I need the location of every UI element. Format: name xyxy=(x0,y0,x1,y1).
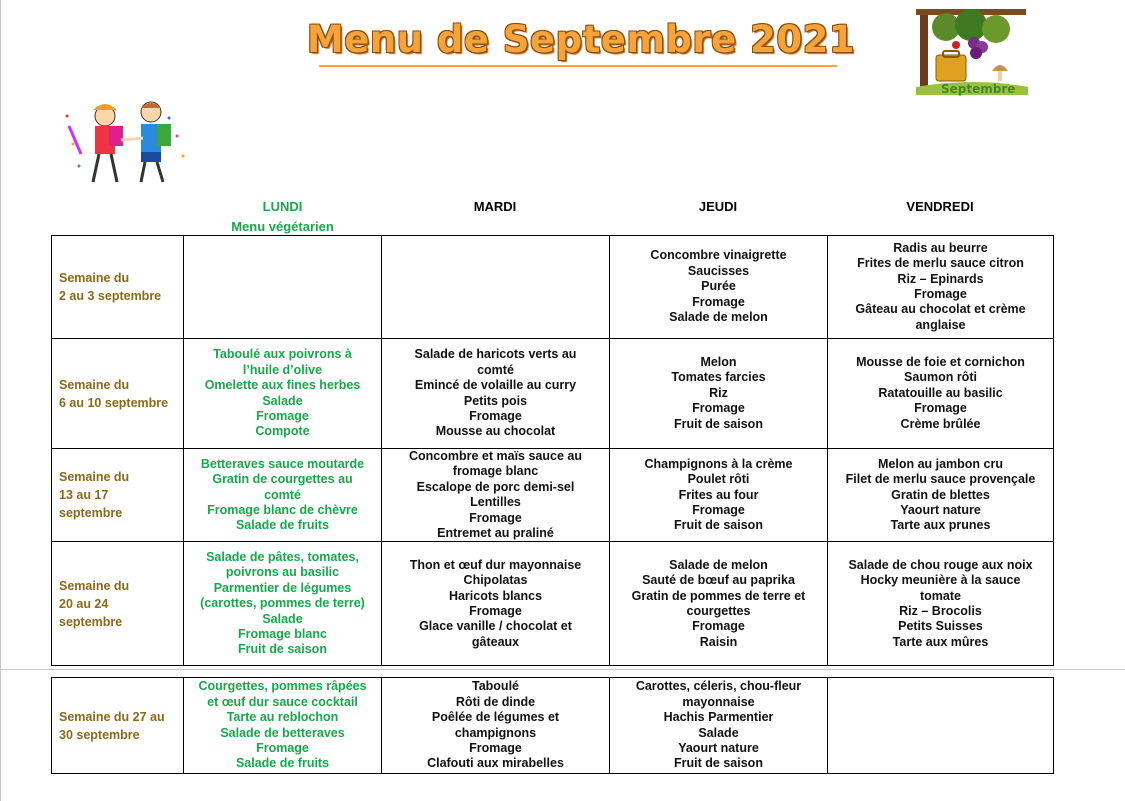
menu-item: Salade xyxy=(698,725,739,740)
menu-item: Salade de haricots verts au xyxy=(414,347,577,362)
jeudi-cell xyxy=(610,542,828,666)
menu-item: Chipolatas xyxy=(463,573,528,588)
month-logo-label: Septembre xyxy=(941,82,1016,96)
menu-item: Hachis Parmentier xyxy=(663,710,774,725)
menu-item: Courgettes, pommes râpées xyxy=(198,679,367,694)
mardi-cell xyxy=(382,339,610,449)
menu-item: Tarte aux mûres xyxy=(892,634,989,649)
menu-item: 6 au 10 septembre xyxy=(59,395,169,410)
menu-item: Fromage xyxy=(914,287,967,301)
menu-item: Salade de melon xyxy=(669,310,768,325)
mardi-cell xyxy=(382,236,610,339)
menu-item: Hocky meunière à la sauce xyxy=(860,573,1021,588)
vendredi-cell xyxy=(828,236,1054,339)
menu-item: Compote xyxy=(255,424,310,439)
menu-item: Fromage xyxy=(692,619,745,634)
jeudi-cell xyxy=(610,339,828,449)
menu-item: Semaine du xyxy=(59,377,130,392)
mardi-cell xyxy=(382,449,610,542)
menu-item: Salade de melon xyxy=(669,557,768,572)
menu-item: Fromage xyxy=(469,408,522,423)
menu-item: Mousse de foie et cornichon xyxy=(856,354,1025,369)
menu-item: Haricots blancs xyxy=(448,588,543,603)
menu-item: anglaise xyxy=(915,317,966,332)
menu-item: Rôti de dinde xyxy=(455,694,536,709)
menu-item: Saumon rôti xyxy=(904,370,977,385)
menu-item: 30 septembre xyxy=(59,727,140,742)
menu-item: Fruit de saison xyxy=(674,518,763,533)
vendredi-cell xyxy=(828,542,1054,666)
menu-item: Salade de betteraves xyxy=(220,725,345,740)
menu-item: gâteaux xyxy=(471,634,520,649)
menu-item: Concombre vinaigrette xyxy=(650,248,787,263)
menu-item: Concombre et maïs sauce au xyxy=(409,449,582,463)
menu-item: (carottes, pommes de terre) xyxy=(200,596,365,611)
menu-item: Radis au beurre xyxy=(893,240,988,255)
menu-item: Frites de merlu sauce citron xyxy=(857,256,1024,271)
menu-item: Gratin de pommes de terre et xyxy=(631,588,806,603)
menu-item: Fruit de saison xyxy=(674,756,763,771)
mardi-cell xyxy=(382,542,610,666)
menu-item: Semaine du xyxy=(59,470,130,485)
menu-item: Parmentier de légumes xyxy=(213,580,352,595)
lundi-cell xyxy=(184,236,382,339)
menu-item: Fromage xyxy=(469,740,522,755)
week-row xyxy=(52,236,1054,339)
menu-item: Tomates farcies xyxy=(671,370,766,385)
menu-item: comté xyxy=(264,487,301,502)
menu-item: Fruit de saison xyxy=(674,416,763,431)
menu-item: Petits Suisses xyxy=(898,619,983,634)
jeudi-cell xyxy=(610,449,828,542)
menu-item: Melon au jambon cru xyxy=(877,456,1003,471)
menu-item: Purée xyxy=(701,279,736,294)
menu-item: Tarte aux prunes xyxy=(890,518,991,533)
mardi-cell xyxy=(382,678,610,774)
menu-item: 2 au 3 septembre xyxy=(59,289,162,303)
menu-item: comté xyxy=(477,362,514,377)
week-label-cell xyxy=(52,449,184,542)
lundi-cell xyxy=(184,449,382,542)
vendredi-cell xyxy=(828,449,1054,542)
page-divider xyxy=(1,669,1125,670)
week-label-cell xyxy=(52,236,184,339)
menu-item: mayonnaise xyxy=(682,694,755,709)
menu-item: tomate xyxy=(920,588,961,603)
menu-item: Fromage xyxy=(256,408,309,423)
menu-item: Raisin xyxy=(699,634,738,649)
menu-item: Fromage xyxy=(469,603,522,618)
vendredi-cell xyxy=(828,339,1054,449)
menu-item: Fromage blanc de chèvre xyxy=(207,502,358,517)
week-row xyxy=(52,339,1054,449)
menu-item: Gratin de blettes xyxy=(891,487,990,502)
week-label-cell xyxy=(52,678,184,774)
menu-item: Salade xyxy=(262,393,303,408)
menu-item: Escalope de porc demi-sel xyxy=(416,479,575,494)
menu-item: Semaine du xyxy=(59,578,130,593)
menu-item: 20 au 24 xyxy=(59,596,109,611)
menu-item: poivrons au basilic xyxy=(225,565,340,580)
title-underline xyxy=(319,65,837,67)
menu-item: Poulet rôti xyxy=(687,472,750,487)
menu-item: Entremet au praliné xyxy=(437,526,554,541)
menu-item: l’huile d’olive xyxy=(242,362,323,377)
menu-item: Fromage xyxy=(692,502,745,517)
menu-item: Petits pois xyxy=(463,393,528,408)
lundi-cell xyxy=(184,339,382,449)
menu-item: Salade de fruits xyxy=(235,756,330,771)
menu-item: Saucisses xyxy=(687,263,750,278)
menu-table-last-week xyxy=(51,677,1054,774)
menu-item: Emincé de volaille au curry xyxy=(414,378,577,393)
day-header-vendredi: VENDREDI xyxy=(906,199,974,214)
day-header-lundi: LUNDI xyxy=(262,199,303,214)
menu-item: Glace vanille / chocolat et xyxy=(419,619,572,634)
menu-item: Mousse au chocolat xyxy=(435,424,556,439)
menu-item: Filet de merlu sauce provençale xyxy=(845,472,1036,487)
school-children-illustration xyxy=(59,96,191,188)
menu-item: Fromage blanc xyxy=(238,627,327,642)
menu-item: Clafouti aux mirabelles xyxy=(427,756,564,771)
menu-item: Riz – Epinards xyxy=(897,271,984,286)
vendredi-cell xyxy=(828,678,1054,774)
menu-item: Fromage xyxy=(914,401,967,416)
lundi-cell xyxy=(184,542,382,666)
menu-item: Frites au four xyxy=(678,487,759,502)
menu-item: Carottes, céleris, chou-fleur xyxy=(635,679,802,694)
menu-item: septembre xyxy=(59,506,123,521)
menu-item: Salade de fruits xyxy=(235,518,330,533)
menu-item: Semaine du xyxy=(59,271,130,285)
week-label-cell xyxy=(52,339,184,449)
menu-item: Omelette aux fines herbes xyxy=(204,378,361,393)
menu-item: Betteraves sauce moutarde xyxy=(200,456,365,471)
menu-item: 13 au 17 xyxy=(59,488,109,503)
menu-item: Ratatouille au basilic xyxy=(878,385,1003,400)
jeudi-cell xyxy=(610,236,828,339)
menu-item: Champignons à la crème xyxy=(644,456,793,471)
menu-item: et œuf dur sauce cocktail xyxy=(207,694,358,709)
menu-item: Lentilles xyxy=(470,495,521,510)
menu-item: Crème brûlée xyxy=(900,416,981,431)
jeudi-cell xyxy=(610,678,828,774)
day-header-mardi: MARDI xyxy=(473,199,517,214)
week-row xyxy=(52,449,1054,542)
menu-item: Melon xyxy=(700,354,737,369)
menu-item: Yaourt nature xyxy=(900,502,981,517)
menu-item: Taboulé aux poivrons à xyxy=(213,347,352,362)
menu-item: Yaourt nature xyxy=(678,740,759,755)
menu-item: Salade de chou rouge aux noix xyxy=(848,557,1033,572)
page-title: Menu de Septembre 2021 xyxy=(306,18,856,61)
lundi-cell xyxy=(184,678,382,774)
menu-item: Semaine du 27 au xyxy=(59,709,165,724)
day-header-lundi-subtitle: Menu végétarien xyxy=(231,219,334,234)
menu-item: Fromage xyxy=(256,740,309,755)
menu-item: Salade de pâtes, tomates, xyxy=(206,550,359,565)
menu-item: Poêlée de légumes et xyxy=(431,710,560,725)
menu-item: Gâteau au chocolat et crème xyxy=(855,302,1026,317)
menu-item: Gratin de courgettes au xyxy=(212,472,353,487)
menu-item: fromage blanc xyxy=(452,464,539,479)
menu-item: Salade xyxy=(262,611,303,626)
menu-item: Fromage xyxy=(469,510,522,525)
week-row xyxy=(52,678,1054,774)
week-row xyxy=(52,542,1054,666)
menu-item: Sauté de bœuf au paprika xyxy=(642,573,795,588)
menu-item: courgettes xyxy=(686,603,751,618)
menu-item: Tarte au reblochon xyxy=(226,710,339,725)
day-header-jeudi: JEUDI xyxy=(698,199,738,214)
week-label-cell xyxy=(52,542,184,666)
menu-item: champignons xyxy=(454,725,537,740)
menu-table xyxy=(51,235,1054,666)
menu-item: Riz – Brocolis xyxy=(899,603,982,618)
menu-item: Thon et œuf dur mayonnaise xyxy=(409,557,582,572)
menu-item: Riz xyxy=(709,385,728,400)
menu-item: Taboulé xyxy=(472,679,519,694)
menu-item: Fromage xyxy=(692,401,745,416)
menu-item: Fruit de saison xyxy=(238,642,327,657)
menu-item: septembre xyxy=(59,614,123,629)
menu-item: Fromage xyxy=(692,294,745,309)
